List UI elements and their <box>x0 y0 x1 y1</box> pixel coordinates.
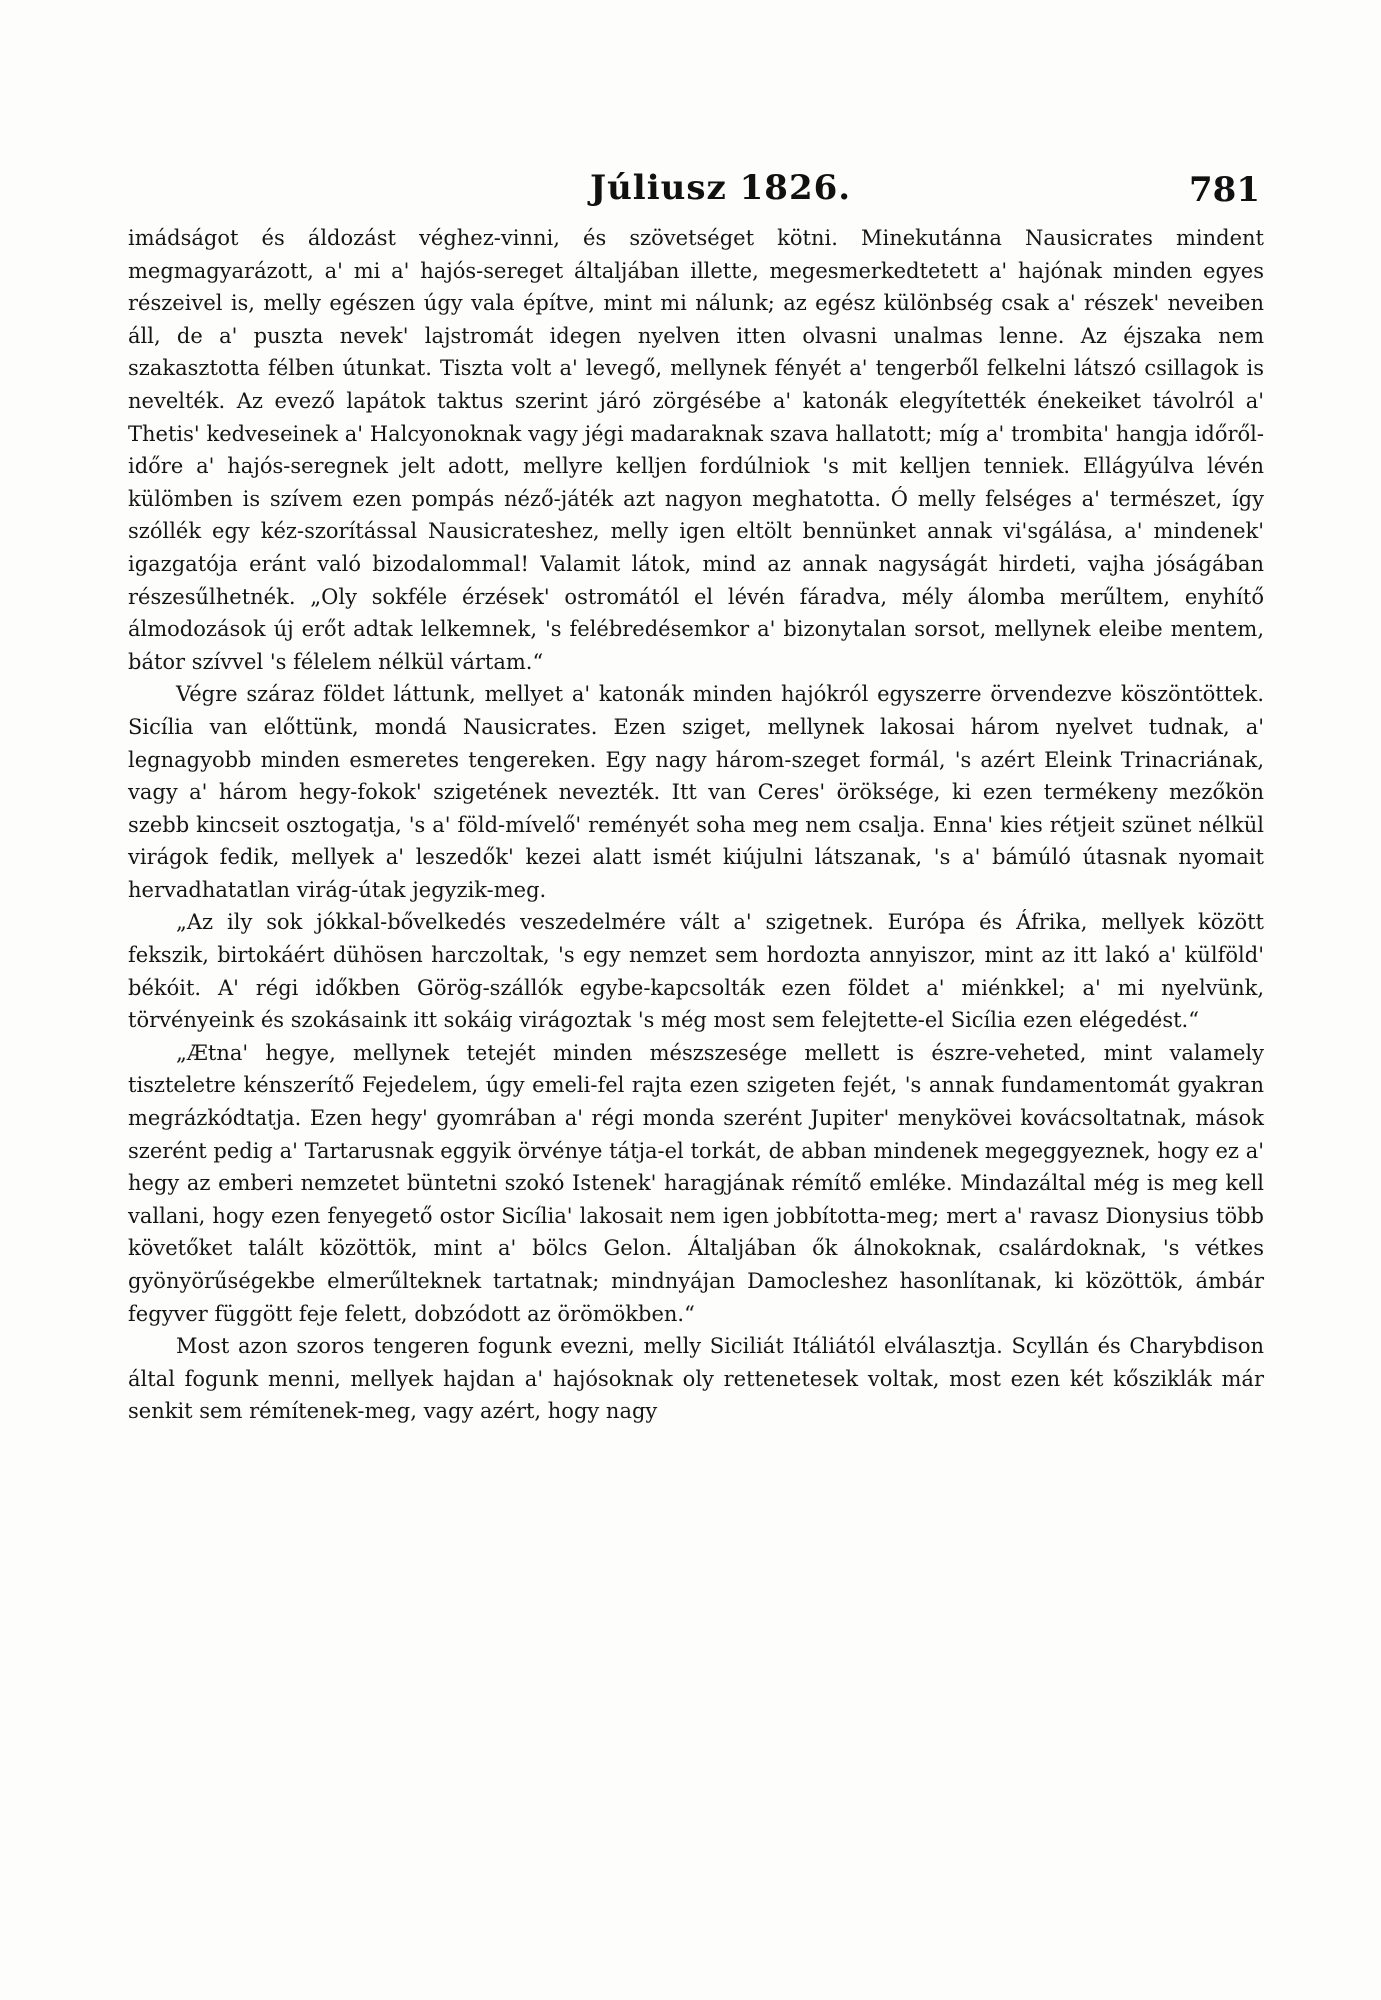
paragraph: Végre száraz földet láttunk, mellyet a' katonák minden hajókról egyszerre örvendezve köszöntöttek. Sicília van előttünk, mondá Nausicrates. Ezen sziget, mellynek lakosai három nyelvet tudnak, a' legnagyobb minden esmeretes tengereken. Egy nagy három-szeget formál, 's azért Eleink Trinacriának, vagy a' három hegy-fokok' szigetének nevezték. Itt van Ceres' öröksége, ki ezen termékeny mezőkön szebb kincseit osztogatja, 's a' föld-mívelő' reményét soha meg nem csalja. Enna' kies rétjeit szünet nélkül virágok fedik, mellyek a' leszedők' kezei alatt ismét kiújulni látszanak, 's a' bámúló útasnak nyomait hervadhatatlan virág-útak jegyzik-meg. <box>128 682 1264 902</box>
paragraph: „Az ily sok jókkal-bővelkedés veszedelmére vált a' szigetnek. Európa és Áfrika, mellyek között fekszik, birtokáért dühösen harczoltak, 's egy nemzet sem hordozta annyiszor, mint az itt lakó a' külföld' békóit. A' régi időkben Görög-szállók egybe-kapcsolták ezen földet a' miénkkel; a' mi nyelvünk, törvényeink és szokásaink itt sokáig virágoztak 's még most sem felejtette-el Sicília ezen elégedést.“ <box>128 910 1264 1033</box>
paragraph: „Ætna' hegye, mellynek tetejét minden mészszesége mellett is észre-veheted, mint valamely tiszteletre kénszerítő Fejedelem, úgy emeli-fel rajta ezen szigeten fejét, 's annak fundamentomát gyakran megrázkódtatja. Ezen hegy' gyomrában a' régi monda szerént Jupiter' menykövei kovácsoltatnak, mások szerént pedig a' Tartarusnak eggyik örvénye tátja-el torkát, de abban mindenek megeggyeznek, hogy ez a' hegy az emberi nemzetet büntetni szokó Istenek' haragjának rémítő emléke. Mindazáltal még is meg kell vallani, hogy ezen fenyegető ostor Sicília' lakosait nem igen jobbította-meg; mert a' ravasz Dionysius több követőket talált közöttök, mint a' bölcs Gelon. Általjában ők álnokoknak, csalárdoknak, 's vétkes gyönyörűségekbe elmerűlteknek tartatnak; mindnyájan Damocleshez hasonlítanak, ki közöttök, ámbár fegyver függött feje felett, dobzódott az örömökben.“ <box>128 1040 1264 1326</box>
body-text <box>128 222 1264 1428</box>
paragraph: imádságot és áldozást véghez-vinni, és szövetséget kötni. Minekutánna Nausicrates mindent megmagyarázott, a' mi a' hajós-sereget általjában illette, megesmerkedtetett a' hajónak minden egyes részeivel is, melly egészen úgy vala építve, mint mi nálunk; az egész különbség csak a' részek' neveiben áll, de a' puszta nevek' lajstromát idegen nyelven itten olvasni unalmas lenne. Az éjszaka nem szakasztotta félben útunkat. Tiszta volt a' levegő, mellynek fényét a' tengerből felkelni látszó csillagok is nevelték. Az evező lapátok taktus szerint járó zörgésébe a' katonák elegyítették énekeiket távolról a' Thetis' kedveseinek a' Halcyonoknak vagy jégi madaraknak szava hallatott; míg a' trombita' hangja időről-időre a' hajós-seregnek jelt adott, mellyre kelljen fordúlniok 's mit kelljen tenniek. Ellágyúlva lévén külömben is szívem ezen pompás néző-játék azt nagyon meghatotta. Ó melly felséges a' természet, így szóllék egy kéz-szorítással Nausicrateshez, melly igen eltölt bennünket annak vi'sgálása, a' mindenek' igazgatója eránt való bizodalommal! Valamit látok, mind az annak nagyságát hirdeti, vajha jóságában részesűlhetnék. „Oly sokféle érzések' ostromától el lévén fáradva, mély álomba merűltem, enyhítő álmodozások új erőt adtak lelkemnek, 's felébredésemkor a' bizonytalan sorsot, mellynek eleibe mentem, bátor szívvel 's félelem nélkül vártam.“ <box>128 226 1264 674</box>
page-number: 781 <box>1189 170 1260 210</box>
page-header <box>130 168 1260 218</box>
paragraph: Most azon szoros tengeren fogunk evezni, melly Siciliát Itáliától elválasztja. Scyllán és Charybdison által fogunk menni, mellyek hajdan a' hajósoknak oly rettenetesek voltak, most ezen két kősziklák már senkit sem rémítenek-meg, vagy azért, hogy nagy <box>128 1334 1264 1424</box>
running-title: Júliusz 1826. <box>590 168 852 208</box>
